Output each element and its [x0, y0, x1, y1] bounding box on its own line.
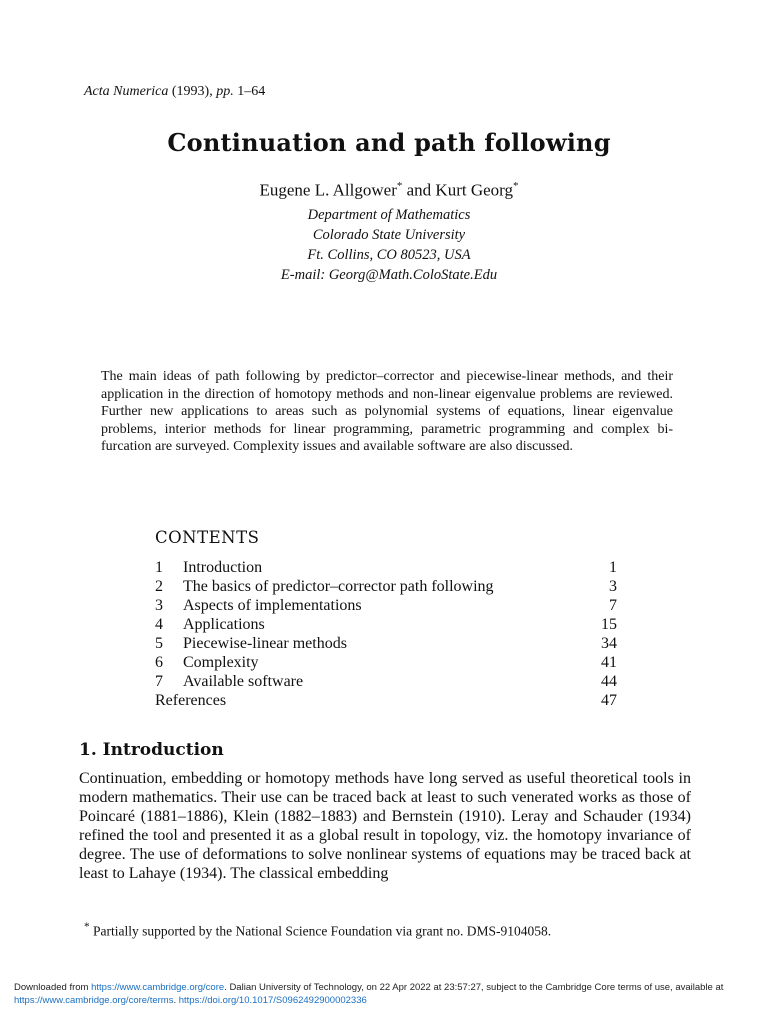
introduction-paragraph: Continuation, embedding or homotopy methods have long served as useful theoretical tools in modern mathematics. Their use can be traced back at least to such venerated works as those of Poincaré (1881–1886), Klein (1882–1883) and Bernstein (1910). Leray and Schauder (1934) refined the tool and presented it as a global result in topology, viz. the homotopy invariance of degree. The use of deformations to solve nonlinear systems of equations may be traced back at least to Lahaye (1934). The classical embedding [79, 770, 691, 882]
toc-page: 15 [601, 616, 617, 633]
toc-number: 7 [155, 673, 163, 690]
toc-number: 5 [155, 635, 163, 652]
toc-label: Introduction [183, 559, 263, 576]
toc-label-references: References [155, 692, 227, 709]
download-middle: . Dalian University of Technology, on 22 Apr 2022 at 23:57:27, subject to the Cambridge Core terms of use, available at [224, 982, 724, 993]
affiliation-department: Department of Mathematics [307, 207, 471, 223]
toc-row [155, 577, 617, 596]
doi-link[interactable]: https://doi.org/10.1017/S0962492900002336 [178, 995, 367, 1006]
download-separator: . [173, 995, 177, 1006]
download-notice [14, 981, 754, 1007]
toc-page: 44 [601, 673, 617, 690]
footnote [84, 921, 551, 940]
affiliation-email: E-mail: Georg@Math.ColoState.Edu [280, 267, 498, 283]
journal-name: Acta Numerica [84, 84, 169, 99]
toc-page-references: 47 [601, 692, 617, 709]
toc-number: 4 [155, 616, 163, 633]
toc-number: 1 [155, 559, 163, 576]
author-marker-1: * [396, 180, 403, 192]
toc-page: 3 [609, 578, 617, 595]
author-allgower: Eugene L. Allgower [259, 180, 397, 200]
toc-row [155, 558, 617, 577]
download-prefix: Downloaded from [14, 982, 89, 993]
affiliation-address: Ft. Collins, CO 80523, USA [307, 247, 471, 263]
toc-row [155, 596, 617, 615]
toc-row [155, 634, 617, 653]
cambridge-terms-link[interactable]: https://www.cambridge.org/core/terms [14, 995, 174, 1006]
toc-row [155, 672, 617, 691]
journal-citation [84, 84, 265, 100]
author-marker-2: * [513, 180, 519, 192]
toc-label: Aspects of implementations [183, 597, 362, 614]
toc-page: 34 [601, 635, 617, 652]
toc-label: The basics of predictor–corrector path following [183, 578, 494, 595]
journal-pages-prefix: pp. [216, 84, 234, 99]
table-of-contents [155, 558, 617, 710]
toc-number: 2 [155, 578, 163, 595]
author-georg: Kurt Georg [435, 180, 514, 200]
section-heading-introduction: 1. Introduction [79, 740, 224, 760]
cambridge-core-link[interactable]: https://www.cambridge.org/core [91, 982, 225, 993]
contents-heading: CONTENTS [155, 528, 260, 547]
affiliation-university: Colorado State University [312, 227, 466, 243]
paper-title: Continuation and path following [167, 128, 611, 157]
journal-pages: 1–64 [237, 84, 266, 99]
toc-row [155, 653, 617, 672]
author-line [0, 180, 768, 201]
affiliation-block [0, 205, 768, 285]
toc-label: Complexity [183, 654, 259, 671]
toc-label: Applications [183, 616, 265, 633]
toc-number: 6 [155, 654, 163, 671]
author-connector: and [406, 180, 432, 200]
journal-year: (1993), [171, 84, 213, 99]
footnote-marker: * [84, 921, 90, 933]
abstract: The main ideas of path following by predictor–corrector and piecewise-linear methods, and their application in the direction of homotopy methods and non-linear eigenvalue problems are reviewed. Further new applications to areas such as polynomial systems of equations, linear eigenvalue problems, interior methods for linear programming, parametric programming and complex bi-furcation are surveyed. Complexity issues and available software are also discussed. [101, 369, 673, 454]
toc-row [155, 615, 617, 634]
toc-page: 41 [601, 654, 617, 671]
toc-row-references [155, 691, 617, 710]
toc-page: 7 [609, 597, 617, 614]
toc-label: Piecewise-linear methods [183, 635, 347, 652]
toc-page: 1 [609, 559, 617, 576]
toc-number: 3 [155, 597, 163, 614]
footnote-text: Partially supported by the National Science Foundation via grant no. DMS-9104058. [93, 923, 552, 939]
toc-label: Available software [183, 673, 304, 690]
